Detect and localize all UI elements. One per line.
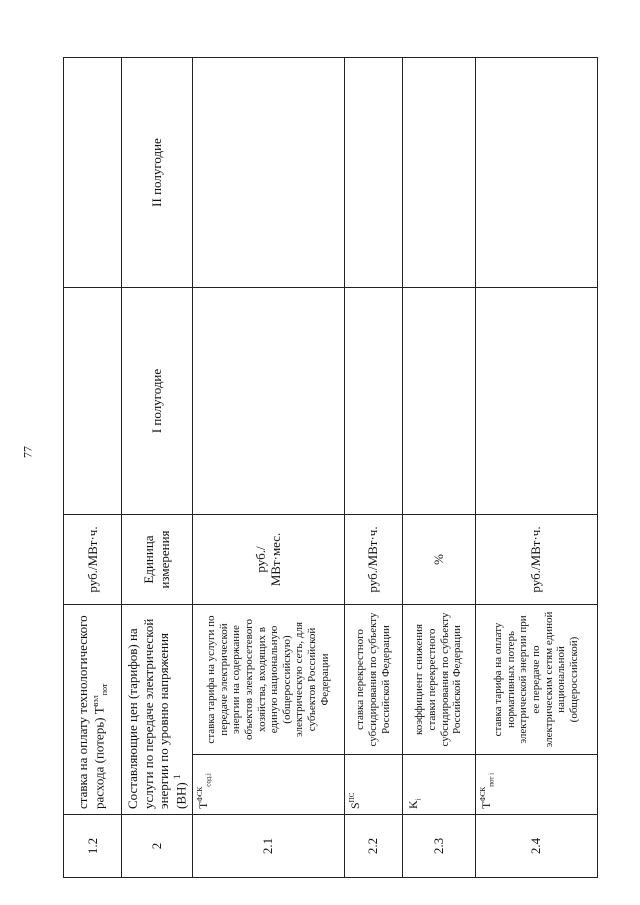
half2-header: II полугодие	[122, 58, 193, 288]
symbol-cell: $Т^{ФСК}_{сод,i}$	[192, 755, 344, 815]
unit-cell: руб./МВт·мес.	[192, 515, 344, 605]
row-title: ставка на оплату технологического расхода (потерь) $Т^{вэл}_{пот}$	[64, 605, 122, 815]
value-cell	[192, 288, 344, 515]
unit-cell: руб./МВт·ч.	[475, 515, 597, 605]
value-cell	[64, 288, 122, 515]
value-cell	[402, 58, 475, 288]
value-cell	[344, 58, 402, 288]
value-cell	[402, 288, 475, 515]
description-cell: коэффициент снижения ставки перекрестного субсидирования по субъекту Российской Федерации	[402, 605, 475, 755]
unit-header: Единица измерения	[122, 515, 193, 605]
value-cell	[475, 288, 597, 515]
table-row	[64, 58, 122, 878]
value-cell	[475, 58, 597, 288]
row-number: 1.2	[64, 815, 122, 878]
table-row	[122, 58, 193, 878]
table-row	[344, 58, 402, 878]
section-title: Составляющие цен (тарифов) на услуги по передаче электрической энергии по уровню напряжения (ВН) $^1$	[122, 605, 193, 815]
half1-header: I полугодие	[122, 288, 193, 515]
page-number: 77	[20, 446, 35, 458]
row-number: 2.4	[475, 815, 597, 878]
row-number: 2.2	[344, 815, 402, 878]
value-cell	[192, 58, 344, 288]
table-row	[475, 58, 597, 878]
unit-cell: руб./МВт·ч.	[344, 515, 402, 605]
symbol-cell: $S^{ПС}$	[344, 755, 402, 815]
value-cell	[64, 58, 122, 288]
symbol-cell: $K_i$	[402, 755, 475, 815]
row-number: 2.1	[192, 815, 344, 878]
table-row	[402, 58, 475, 878]
row-number: 2	[122, 815, 193, 878]
unit-cell: руб./МВт·ч.	[64, 515, 122, 605]
tariff-table	[63, 57, 598, 878]
unit-cell: %	[402, 515, 475, 605]
description-cell: ставка тарифа на услуги по передаче электрической энергии на содержание объектов электросетевого хозяйства, входящих в единую национальную (общероссийскую) электрическую сеть, для субъектов Российской Федерации	[192, 605, 344, 755]
symbol-cell: $Т^{ФСК}_{пот i}$	[475, 755, 597, 815]
description-cell: ставка перекрестного субсидирования по субъекту Российской Федерации	[344, 605, 402, 755]
row-number: 2.3	[402, 815, 475, 878]
tariff-table-wrapper	[63, 58, 586, 878]
value-cell	[344, 288, 402, 515]
table-row	[192, 58, 344, 878]
description-cell: ставка тарифа на оплату нормативных потерь электрической энергии при ее передаче по электрическим сетям единой национальной (общероссийской)	[475, 605, 597, 755]
